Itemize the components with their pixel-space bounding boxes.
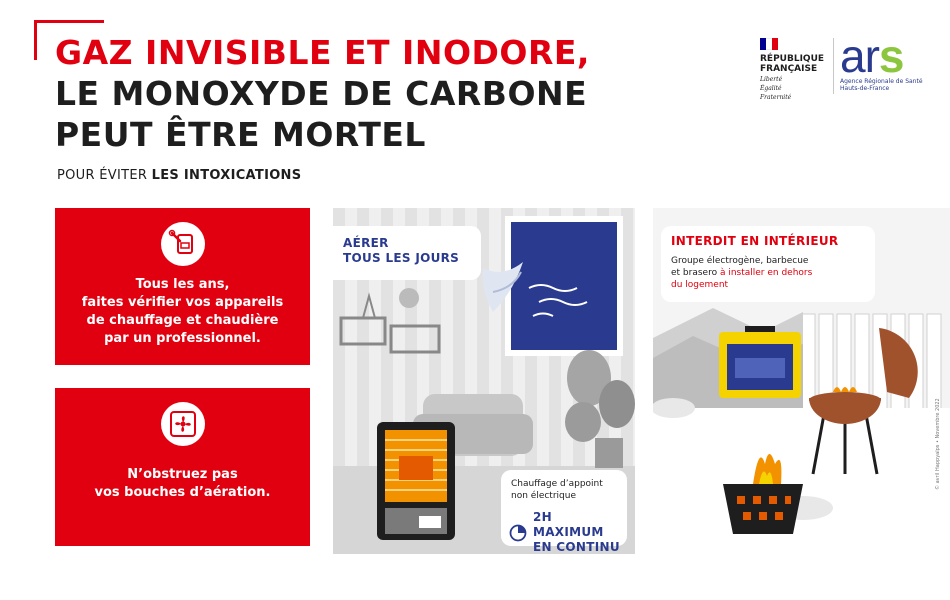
republique-line-2: FRANÇAISE [760, 64, 818, 74]
advice-text-ventilation: N’obstruez pas vos bouches d’aération. [94, 467, 271, 500]
boiler-wrench-icon [161, 222, 205, 266]
aerate-illustration-panel [333, 208, 635, 554]
motto-fraternite: Fraternité [760, 94, 792, 101]
time-limit-text: 2H MAXIMUM EN CONTINU [532, 510, 620, 554]
time-limit [509, 510, 627, 554]
advice-card-inspection [55, 208, 310, 365]
ars-wordmark: ars [840, 30, 904, 82]
advice-card-ventilation [55, 388, 310, 546]
credit-text: © avril Happyalps • Novembre 2022 [935, 398, 941, 490]
headline-line-1: GAZ INVISIBLE ET INODORE, [55, 33, 590, 72]
headline [55, 32, 590, 155]
ars-subtitle-1: Agence Régionale de Santé [840, 78, 923, 85]
subtitle-bold: LES INTOXICATIONS [151, 168, 302, 183]
subtitle-prefix: POUR ÉVITER [57, 168, 152, 183]
interdit-title: INTERDIT EN INTÉRIEUR [671, 234, 839, 248]
aerate-title: AÉRER TOUS LES JOURS [343, 236, 460, 265]
motto-egalite: Égalité [760, 85, 782, 92]
interdit-bubble [661, 226, 875, 302]
republique-francaise-logo [760, 38, 830, 101]
french-flag-icon [760, 38, 778, 50]
ars-subtitle-2: Hauts-de-France [840, 85, 890, 92]
outdoor-only-illustration-panel [653, 208, 950, 554]
subtitle [57, 168, 301, 183]
logo-divider [833, 38, 834, 94]
heater-caption: Chauffage d’appoint non électrique [511, 479, 603, 501]
ars-logo [840, 30, 945, 100]
republique-line-1: RÉPUBLIQUE [760, 54, 825, 64]
aerate-bubble [333, 226, 481, 280]
headline-line-3: PEUT ÊTRE MORTEL [55, 115, 426, 154]
motto-liberte: Liberté [760, 76, 783, 83]
heater-bubble [501, 470, 627, 554]
interdit-text: Groupe électrogène, barbecue et brasero à installer en dehors du logement [671, 256, 813, 290]
headline-line-2: LE MONOXYDE DE CARBONE [55, 74, 588, 113]
ventilation-fan-icon [161, 402, 205, 446]
clock-icon [509, 524, 527, 542]
advice-text-inspection: Tous les ans, faites vérifier vos appareils de chauffage et chaudière par un professionnel. [81, 277, 284, 346]
